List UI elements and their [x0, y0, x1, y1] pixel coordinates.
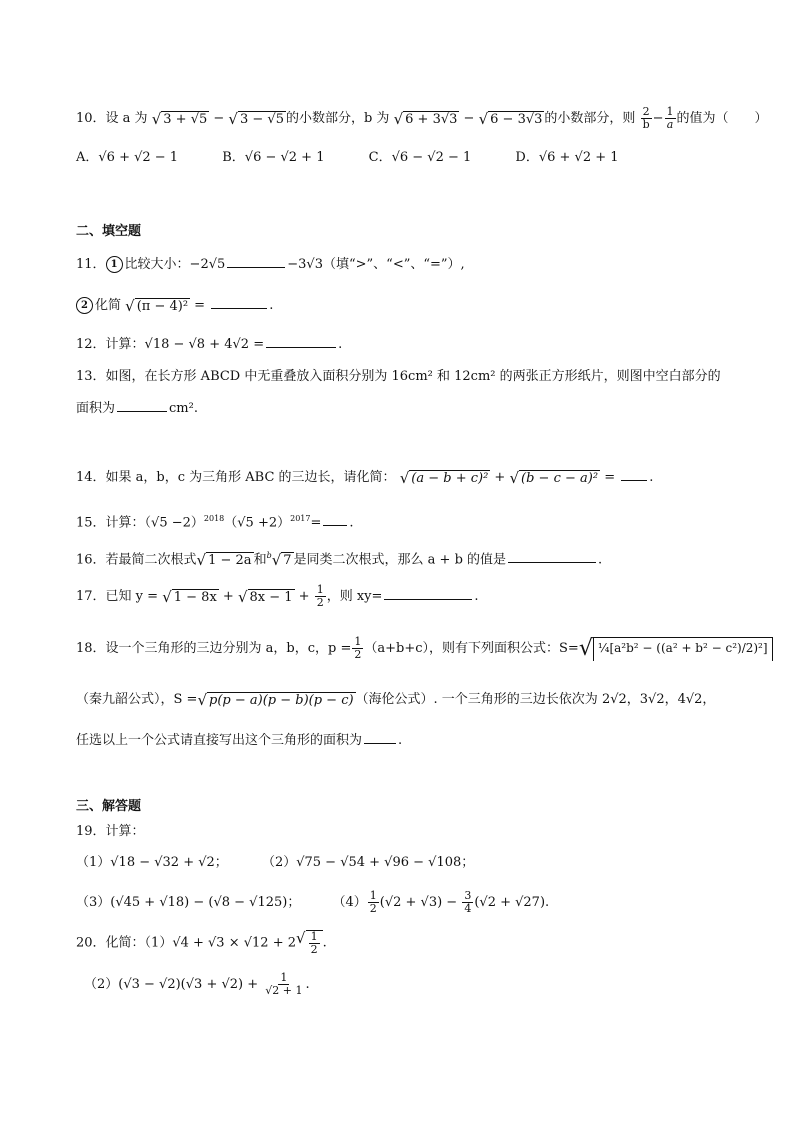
frac-den: b [642, 118, 650, 131]
radical-half: √ $\frac{1}{2}$ [296, 930, 323, 956]
exponent-2017: 2017 [290, 514, 311, 523]
frac-den: 2 [310, 943, 318, 956]
question-11a [76, 254, 465, 275]
radical-4: √ 6 − 3√3 [478, 109, 543, 128]
frac-num: 3 [464, 889, 472, 902]
question-18b [76, 690, 715, 710]
radicand-2: 7 [283, 552, 292, 568]
q16-and: 和 [253, 552, 267, 568]
heron-radical: √ p(p − a)(p − b)(p − c) [197, 690, 354, 709]
answer-blank[interactable] [384, 586, 472, 600]
frac-den: 2 [369, 902, 377, 915]
radicand-2: 3 − √5 [239, 111, 284, 127]
radicand-1: (a − b + c)² [411, 470, 489, 486]
qin-formula-radical: √ ¼[a²b² − ((a² + b² − c²)/2)²] [579, 637, 773, 661]
answer-blank[interactable] [117, 398, 167, 412]
fraction-half [315, 584, 326, 609]
radical-1: √ 3 + √5 [151, 109, 208, 128]
frac-num: 1 [369, 889, 377, 902]
question-19-row1 [76, 853, 474, 873]
q10-text2: 的小数部分，则 [544, 111, 636, 126]
q10-prefix: 10．设 a 为 [76, 111, 148, 126]
q17-text: ，则 xy= [326, 589, 383, 604]
q20-part2-prefix: （2）(√3 − √2)(√3 + √2) + [84, 977, 263, 992]
q19-part3: （3）(√45 + √18) − (√8 − √125)； [76, 895, 301, 910]
radicand: (π − 4)² [136, 298, 189, 314]
question-11b: 2 化简 √ (π − 4)² = . [76, 295, 273, 316]
q11a-text: 比较大小：−2√5 [124, 257, 226, 272]
fraction-half [309, 931, 320, 956]
q20-title: 20．化简：（1）√4 + √3 × √12 + 2 [76, 935, 296, 951]
q14-end: . [649, 470, 654, 485]
root-index-b: b [266, 551, 272, 560]
radicand-2: (b − c − a)² [521, 470, 599, 486]
option-a[interactable]: A．√6 + √2 − 1 [76, 150, 179, 165]
q19-part1: （1）√18 − √32 + √2； [76, 855, 228, 870]
question-14 [76, 467, 653, 488]
fraction-1-a [665, 106, 676, 131]
radical-1: √ 1 − 8x [162, 587, 217, 606]
answer-blank[interactable] [508, 549, 596, 563]
q18b-prefix: （秦九韶公式），S = [76, 692, 198, 707]
q11a-after: −3√3（填“>”、“<”、“=”）, [287, 257, 465, 272]
q15-text: 15．计算：（√5 −2） [76, 515, 204, 531]
radicand-1: 1 − 8x [173, 589, 217, 605]
radicand-1: 3 + √5 [163, 111, 208, 127]
fraction-three-quarters [462, 890, 473, 915]
radical-1: √ (a − b + c)² [399, 468, 489, 487]
circle-number-1: 1 [106, 256, 123, 273]
heron-radicand: p(p − a)(p − b)(p − c) [209, 692, 354, 708]
frac-num: 2 [642, 105, 650, 118]
radical-2: √ 8x − 1 [237, 587, 293, 606]
question-18c [76, 730, 402, 751]
answer-blank[interactable] [227, 254, 285, 268]
question-16 [76, 546, 602, 570]
q19-part4-end: (√2 + √27). [474, 895, 550, 910]
radicand-3: 6 + 3√3 [405, 111, 458, 127]
question-13a: 13．如图，在长方形 ABCD 中无重叠放入面积分别为 16cm² 和 12cm² 的两张正方形纸片，则图中空白部分的 [76, 369, 721, 384]
q10-minus-2: − [459, 111, 479, 126]
question-15 [76, 509, 354, 533]
question-20-part1 [76, 930, 327, 956]
q18b-text: （海伦公式）. 一个三角形的三边长依次为 2√2，3√2，4√2， [355, 692, 716, 707]
q10-frac-minus: − [652, 111, 664, 126]
question-13b [76, 398, 198, 419]
q11-prefix: 11． [76, 257, 106, 272]
option-d[interactable]: D．√6 + √2 + 1 [515, 150, 619, 165]
frac-num: 1 [310, 930, 318, 943]
radical-2: √ (b − c − a)² [509, 468, 599, 487]
q10-options [76, 148, 659, 168]
frac-den: a [666, 118, 674, 131]
frac-num: 1 [354, 635, 362, 648]
q18-text: （a+b+c），则有下列面积公式：S= [364, 641, 579, 656]
q10-minus: − [209, 111, 229, 126]
fraction-half [352, 636, 363, 661]
q17-end: . [474, 589, 479, 604]
q15-end: . [349, 515, 354, 531]
q11b-text: 化简 [95, 298, 122, 313]
q10-suffix: 的值为（ ） [676, 111, 768, 126]
qin-formula: ¼[a²b² − ((a² + b² − c²)/2)²] [593, 637, 773, 661]
option-c[interactable]: C．√6 − √2 − 1 [368, 150, 472, 165]
radical-3: √ 6 + 3√3 [393, 109, 458, 128]
answer-blank[interactable] [323, 512, 347, 526]
q19-part4-mid: (√2 + √3) − [379, 895, 462, 910]
q18c-text: 任选以上一个公式请直接写出这个三角形的面积为 [76, 733, 363, 748]
answer-blank[interactable] [621, 467, 647, 481]
frac-num: 1 [316, 583, 324, 596]
q16-prefix: 16．若最简二次根式 [76, 552, 197, 568]
frac-den: √2 + 1 [265, 984, 303, 997]
radicand-1: 1 − 2a [208, 552, 252, 568]
q16-end: . [598, 552, 603, 568]
frac-den: 2 [316, 596, 324, 609]
radical-2: √ 3 − √5 [228, 109, 284, 128]
q12-text: 12．计算：√18 − √8 + 4√2 = [76, 337, 265, 352]
q17-plus2: + [294, 589, 314, 604]
q15-eq: = [310, 515, 322, 531]
fraction-1-over-sqrt2-plus-1 [263, 972, 304, 997]
exponent-2018: 2018 [203, 514, 225, 523]
q19-part4-prefix: （4） [332, 895, 367, 910]
question-12: 12．计算：√18 − √8 + 4√2 = . [76, 334, 342, 355]
q16-text: 是同类二次根式，那么 a + b 的值是 [293, 552, 507, 568]
question-17 [76, 584, 479, 609]
q19-part2: （2）√75 − √54 + √96 − √108； [261, 855, 475, 870]
q13b-text: 面积为 [76, 401, 116, 416]
q20-part2-end: . [305, 977, 310, 992]
frac-num: 1 [280, 971, 288, 984]
question-10 [76, 106, 768, 131]
answer-blank[interactable] [211, 295, 267, 309]
fraction-half [368, 890, 379, 915]
section-2-heading: 二、填空题 [76, 224, 142, 239]
q10-text1: 的小数部分，b 为 [285, 111, 390, 126]
radicand-2: 8x − 1 [249, 589, 293, 605]
answer-blank[interactable] [364, 730, 396, 744]
q11b-eq: = [190, 298, 210, 313]
q14-prefix: 14．如果 a，b，c 为三角形 ABC 的三边长，请化简： [76, 470, 396, 485]
radicand-4: 6 − 3√3 [490, 111, 543, 127]
q20-end: . [322, 935, 327, 951]
frac-den: 4 [464, 902, 472, 915]
q18c-end: . [398, 733, 403, 748]
question-20-part2 [84, 972, 310, 997]
question-19-title: 19．计算： [76, 824, 145, 839]
q17-prefix: 17．已知 y = [76, 589, 163, 604]
radical: √ (π − 4)² [125, 296, 189, 315]
q17-plus: + [218, 589, 238, 604]
question-19-row2 [76, 890, 549, 915]
q14-plus: + [490, 470, 510, 485]
section-3-heading: 三、解答题 [76, 799, 142, 814]
question-18a [76, 636, 773, 661]
circle-number-2: 2 [76, 297, 93, 314]
q14-eq: = [600, 470, 620, 485]
radical-2: √ 7 [271, 550, 292, 569]
frac-num: 1 [666, 105, 674, 118]
answer-blank[interactable] [266, 334, 336, 348]
option-b[interactable]: B．√6 − √2 + 1 [222, 150, 325, 165]
q15-mid: （√5 +2） [224, 515, 291, 531]
q13b-unit: cm². [169, 401, 198, 416]
fraction-2-b [641, 106, 652, 131]
radical-1: √ 1 − 2a [196, 550, 252, 569]
frac-den: 2 [354, 648, 362, 661]
q18-prefix: 18．设一个三角形的三边分别为 a，b，c，p = [76, 641, 352, 656]
